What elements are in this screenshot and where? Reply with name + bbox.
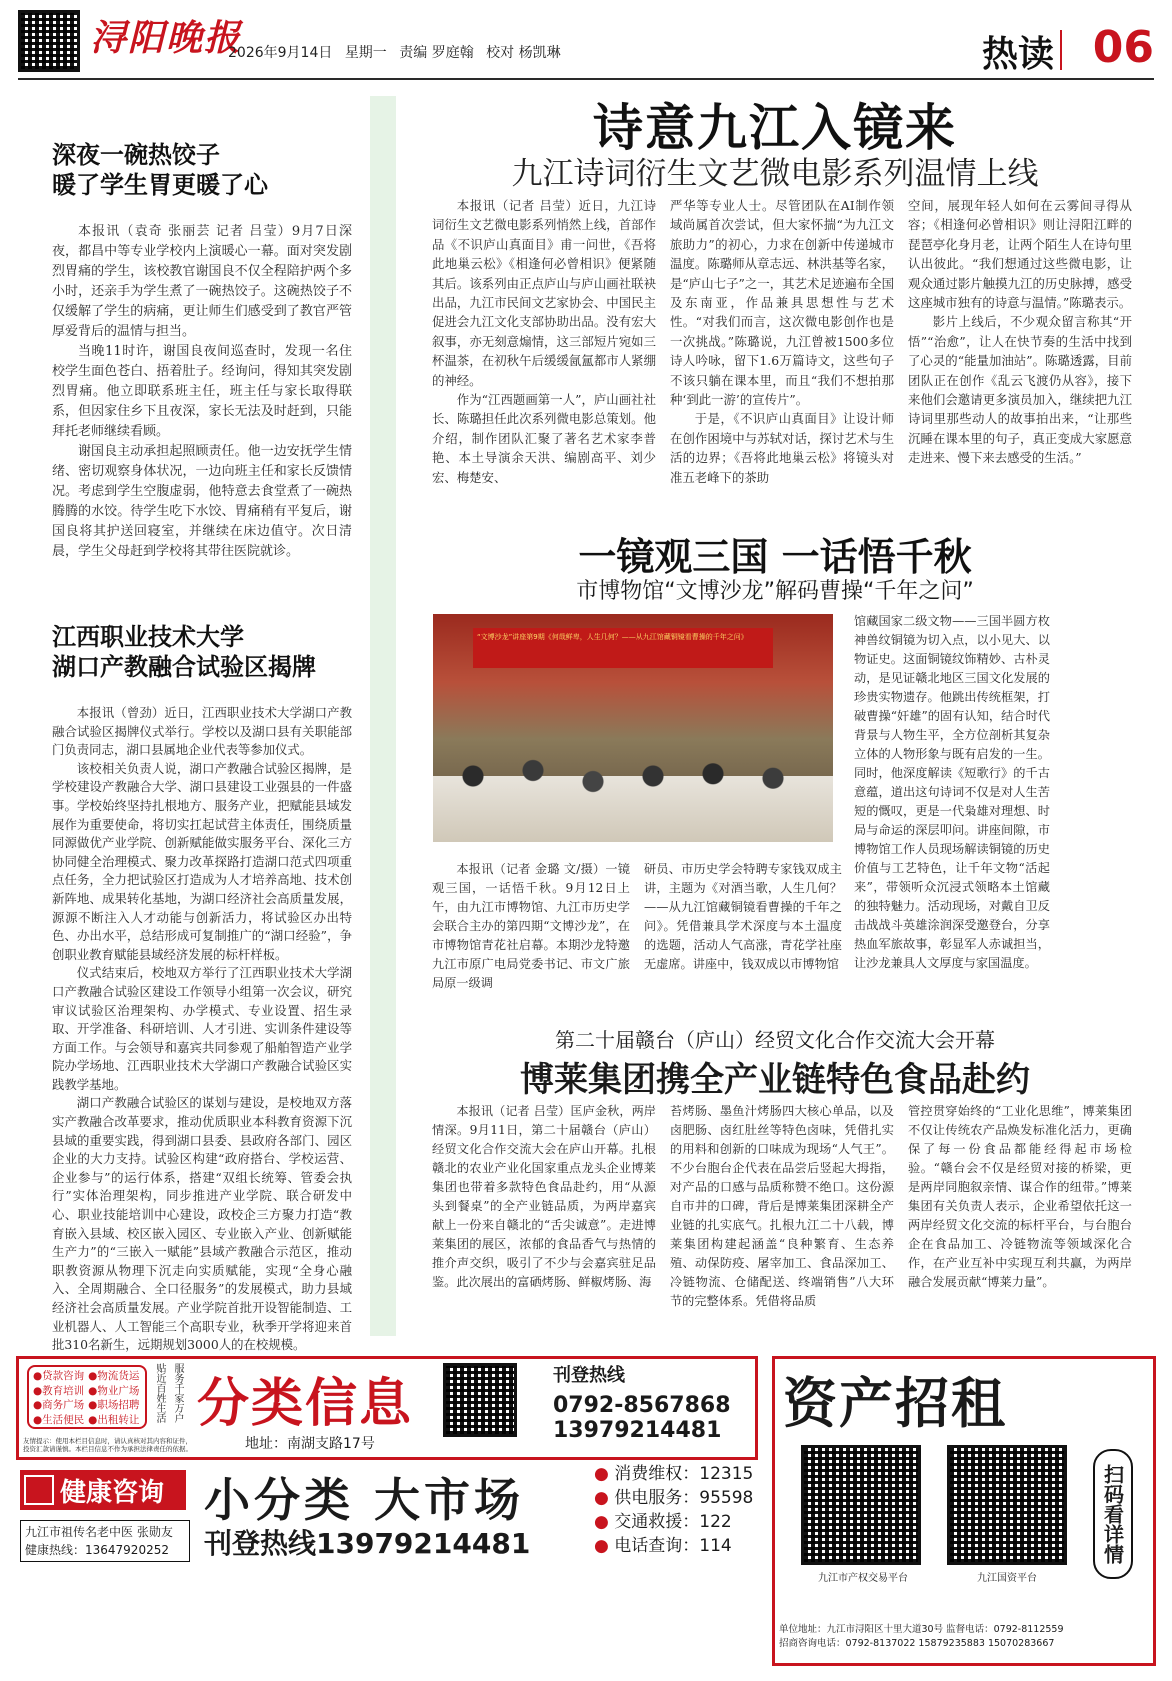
scan-hint: 扫码看详情 [1093,1449,1133,1579]
hotline-label: 刊登热线 [553,1365,625,1386]
service-numbers [594,1462,753,1558]
section-divider [1060,30,1062,70]
paragraph: 苔烤肠、墨鱼汁烤肠四大核心单品，以及卤肥肠、卤红肚丝等特色卤味，凭借扎实的用料和创新的口味成为现场“人气王”。不少台胞台企代表在品尝后竖起大拇指，对产品的口感与品质称赞不绝口。这份源自市井的口碑，背后是博莱集团深耕全产业链的扎实底气。扎根九江二十八载，博莱集团构建起涵盖“良种繁育、生态养殖、动保防疫、屠宰加工、食品深加工、冷链物流、仓储配送、终端销售”八大环节的完整体系。凭借将品质 [670,1104,894,1308]
left-column [52,140,352,1355]
header-meta [228,42,569,62]
badge-label: 健康咨询 [60,1477,165,1508]
service-line: ● 电话查询：114 [594,1536,732,1556]
text-column [644,860,842,1000]
issue-weekday: 星期一 [344,45,387,61]
photo-banner: “文博沙龙”讲座第9期《何哉鲜卑，人生几何？——从九江馆藏铜镜看曹操的千年之问》 [473,628,773,668]
article-subtitle: 九江诗词衍生文艺微电影系列温情上线 [511,156,1039,192]
category-tag: ●贷款咨询 [33,1370,85,1382]
newspaper-logo: 浔阳晚报 [90,17,243,59]
page-number: 06 [1092,22,1154,73]
category-tag: ●商务广场 [33,1399,85,1411]
hotline-phone: 0792-8567868 [553,1393,731,1418]
text-column [908,1102,1132,1338]
health-icon [24,1475,54,1505]
service-item: 交通救援：122 [614,1512,732,1532]
paragraph: 本报讯（记者 金璐 文/摄）一镜观三国，一话悟千秋。9月12日上午，由九江市博物馆、九江市历史学会联合主办的第四期“文博沙龙”，在市博物馆青花社启幕。本期沙龙特邀九江市原广电局党委书记、市文广旅局原一级调 [432,862,630,990]
qr-label: 九江国资平台 [977,1573,1037,1584]
article-title: 诗意九江入镜来 [593,98,957,157]
paragraph: 研员、市历史学会特聘专家钱双成主讲，主题为《对酒当歌，人生几何？——从九江馆藏铜镜看曹操的千年之问》。凭借兼具学术深度与本土温度的选题，活动人气高涨，青花学社座无虚席。讲座中，钱双成以市博物馆 [644,862,842,971]
article-body [52,704,352,1355]
category-tag: ●生活便民 [33,1413,85,1426]
asset-qr-code[interactable] [947,1445,1067,1565]
ad-slogan: 贴近百姓生活 [154,1363,165,1423]
article-title: 博莱集团携全产业链特色食品赴约 [520,1060,1030,1100]
paragraph: 影片上线后，不少观众留言称其“开悟”“治愈”，让人在快节奏的生活中找到了心灵的“能量加油站”。陈璐透露，目前团队正在创作《乱云飞渡仍从容》，接下来他们会邀请更多演员加入，继续把九江诗词里那些动人的故事拍出来，“让那些沉睡在课本里的句子，真正变成大家愿意走进来、慢下来去感受的生活。” [908,314,1132,466]
article-title: 暖了学生胃更暖了心 [52,170,268,199]
category-tag: ●职场招聘 [88,1399,140,1411]
article-title: 江西职业技术大学 [52,622,244,651]
paragraph: 管控贯穿始终的“工业化思维”，博莱集团不仅让传统农产品焕发标准化活力，更确保了每一份食品都能经得起市场检验。“赣台会不仅是经贸对接的桥梁，更是两岸同胞叙亲情、谋合作的纽带。”博莱集团有关负责人表示，企业希望依托这一两岸经贸文化交流的标杆平台，与台胞台企在食品加工、冷链物流等领域深化合作，在产业互补中实现互利共赢，为两岸融合发展贡献“博莱力量”。 [908,1104,1132,1289]
article-kicker: 第二十届赣台（庐山）经贸文化合作交流大会开幕 [555,1028,995,1052]
masthead [18,10,1154,80]
paragraph: 湖口产教融合试验区的谋划与建设，是校地双方落实产教融合改革要求，推动优质职业本科教育资源下沉县域的重要实践，得到湖口县委、县政府各部门、园区企业的大力支持。试验区构建“政府搭台、学校运营、企业参与”的运行体系，搭建“双组长统筹、管委会执行”实体治理架构，同步推进产业学院、联合研发中心、职业技能培训中心建设，政校企三方聚力打造“教育嵌入县域、校区嵌入园区、专业嵌入产业、创新赋能生产力”的“三嵌入一赋能”县域产教融合示范区，推动职教资源从物理下沉走向实质赋能，实现“全身心融入、全周期融合、全口径服务”的发展模式，助力县域经济社会高质量发展。产业学院首批开设智能制造、工业机器人、人工智能三个高职专业，秋季开学将迎来首批310名新生，远期规划3000人的在校规模。 [52,1095,352,1353]
text-column [432,196,656,496]
ad-slogan: 服务千家万户 [172,1363,183,1423]
ad-hotline [553,1361,753,1443]
article-body [432,860,842,1000]
paragraph: 当晚11时许，谢国良夜间巡查时，发现一名住校学生面色苍白、捂着肚子。经询问，得知其突发剧烈胃痛。他立即联系班主任，班主任与家长取得联系，但因家住乡下且夜深，家长无法及时赶到，只能拜托老师继续看顾。 [52,344,352,439]
ad-phones: 招商咨询电话：0792-8137022 15879235883 15070283667 [779,1638,1055,1649]
ad-title: 分类信息 [197,1374,414,1434]
article-title: 深夜一碗热饺子 [52,140,220,169]
editor-credit: 责编 罗庭翰 [399,45,474,61]
classified-qr-code[interactable] [443,1363,517,1437]
ad-address: 单位地址：九江市浔阳区十里大道30号 监督电话：0792-8112559 [779,1624,1064,1635]
paragraph: 该校相关负责人说，湖口产教融合试验区揭牌，是学校建设产教融合大学、湖口县建设工业强县的一件盛事。学校始终坚持扎根地方、服务产业，把赋能县域发展作为重要使命，将切实扛起试营主体责任，围绕质量同源做优产业学院、创新赋能做实服务平台、深化三方协同健全治理模式、聚力改革探路打造湖口范式四项重点任务，全力把试验区打造成为人才培养高地、技术创新阵地、成果转化基地，为湖口经济社会高质量发展，源源不断注入人才动能与创新活力，将试验区办出特色、办出水平，总结形成可复制推广的“湖口经验”，争创职业教育赋能县域经济发展的标杆样板。 [52,760,352,962]
text-column [670,196,894,496]
classified-ad [16,1356,758,1460]
ad-address: 地址：南湖支路17号 [245,1436,375,1452]
paragraph: 于是，《不识庐山真面目》让设计师在创作困境中与苏轼对话，探讨艺术与生活的边界；《吾将此地巢云松》将镜头对准五老峰下的茶助 [670,411,894,485]
service-line: ● 消费维权：12315 [594,1464,754,1484]
qr-label: 九江市产权交易平台 [818,1573,908,1584]
paragraph: 严华等专业人士。尽管团队在AI制作领域尚属首次尝试，但大家怀揣“为九江文旅助力”的初心，力求在创新中传递城市温度。陈璐师从章志远、林洪基等名家，是“庐山七子”之一，其艺术足迹遍布全国及东南亚，作品兼具思想性与艺术性。“对我们而言，这次微电影创作也是一次挑战。”陈璐说，九江曾被1500多位诗人吟咏，留下1.6万篇诗文，这些句子不该只躺在课本里，而且“我们不想拍那种‘到此一游’的宣传片”。 [670,198,894,408]
article-dumplings [52,140,352,562]
paragraph: 馆藏国家二级文物——三国半圆方枚神兽纹铜镜为切入点，以小见大、以物证史。这面铜镜纹饰精妙、古朴灵动，是见证赣北地区三国文化发展的珍贵实物遗存。他跳出传统框架，打破曹操“奸雄”的固有认知，结合时代背景与人物生平，全方位剖析其复杂立体的人物形象与既有启发的一生。同时，他深度解读《短歌行》的千古意蕴，道出这句诗词不仅是对人生苦短的慨叹，更是一代枭雄对理想、时局与命运的深层叩问。讲座间隙，市博物馆工作人员现场解读铜镜的历史价值与工艺特色，让千年文物“活起来”，带领听众沉浸式领略本土馆藏的独特魅力。活动现场，对戴自卫反击战战斗英雄涂润深受邀登台，分享热血军旅故事，彰显军人赤诚担当，让沙龙兼具人文厚度与家国温度。 [854,614,1050,970]
paragraph: 作为“江西题画第一人”，庐山画社社长、陈璐担任此次系列微电影总策划。他介绍，制作团队汇聚了著名艺术家李普艳、本土导演余天洪、编剧高平、刘少宏、梅楚安、 [432,392,656,485]
category-tag: ●教育培训 [33,1384,85,1397]
ad-disclaimer: 友情提示：使用本栏目信息时，请认真核对其内容和证件，投资汇款请谨慎。本栏目信息不作为承担法律责任的依据。 [23,1437,192,1453]
column-divider [370,96,396,1336]
article-subtitle: 市博物馆“文博沙龙”解码曹操“千年之问” [576,579,974,604]
health-badge [20,1470,186,1510]
article-body [432,196,1132,496]
section-name: 热读 [981,33,1054,75]
article-body [432,1102,1132,1338]
category-tag: ●出租转让 [88,1413,140,1426]
service-item: 电话查询：114 [614,1536,732,1556]
text-column [432,860,630,1000]
article-title: 一镜观三国 一话悟千秋 [578,534,972,579]
text-column [908,196,1132,496]
slogan: 小分类 大市场 [204,1473,525,1527]
ad-category-tags [27,1365,147,1429]
article-title: 湖口产教融合试验区揭牌 [52,652,316,681]
paragraph: 本报讯（记者 吕莹）匡庐金秋，两岸情深。9月11日，第二十届赣台（庐山）经贸文化合作交流大会在庐山开幕。扎根赣北的农业产业化国家重点龙头企业博莱集团也带着多款特色食品赴约，用“从源头到餐桌”的全产业链品质，为两岸嘉宾献上一份来自赣北的“舌尖诚意”。走进博莱集团的展区，浓郁的食品香气与热情的推介声交织，吸引了不少与会嘉宾驻足品鉴。此次展出的富硒烤肠、鲜椒烤肠、海 [432,1104,656,1289]
article-side-column [854,612,1050,992]
header-qr-code[interactable] [18,10,80,72]
service-item: 供电服务：95598 [614,1488,754,1508]
paragraph: 谢国良主动承担起照顾责任。他一边安抚学生情绪、密切观察身体状况，一边向班主任和家长反馈情况。考虑到学生空腹虚弱，他特意去食堂煮了一碗热腾腾的水饺。待学生吃下水饺、胃痛稍有平复后，谢国良将其护送回寝室，并继续在床边值守。次日清晨，学生父母赶到学校将其带往医院就诊。 [52,444,352,559]
service-item: 消费维权：12315 [614,1464,754,1484]
ad-contact [779,1623,1153,1651]
text-column [670,1102,894,1338]
proof-credit: 校对 杨凯琳 [486,45,561,61]
slogan-hotline: 刊登热线13979214481 [204,1527,531,1560]
paragraph: 本报讯（曾劲）近日，江西职业技术大学湖口产教融合试验区揭牌仪式举行。学校以及湖口县有关职能部门负责同志，湖口县属地企业代表等参加仪式。 [52,705,352,758]
lecture-photo [433,614,833,842]
paragraph: 本报讯（袁奇 张丽芸 记者 吕莹）9月7日深夜，都昌中等专业学校内上演暖心一幕。面对突发剧烈胃痛的学生，该校教官谢国良不仅全程陪护两个多小时，还亲手为学生煮了一碗热饺子。这碗热饺子不仅缓解了学生的病痛，更让师生们感受到了教官严管厚爱背后的温情与担当。 [52,224,352,339]
ad-title: 资产招租 [783,1372,1007,1435]
paragraph: 空间，展现年轻人如何在云雾间寻得从容；《相逢何必曾相识》则让浔阳江畔的琵琶亭化身月老，让两个陌生人在诗句里认出彼此。“我们想通过这些微电影，让观众通过影片触摸九江的历史脉搏，感受这座城市独有的诗意与温情。”陈璐表示。 [908,198,1132,311]
paragraph: 本报讯（记者 吕莹）近日，九江诗词衍生文艺微电影系列悄然上线，首部作品《不识庐山真面目》甫一问世，《吾将此地巢云松》《相逢何必曾相识》便紧随其后。该系列由正点庐山与庐山画社联袂出品，九江市民间文艺家协会、中国民主促进会九江文化支部协助出品。没有宏大叙事，亦无刻意煽情，这三部短片宛如三杯温茶，在初秋午后缓缓氤氲都市人紧绷的神经。 [432,198,656,388]
paragraph: 仪式结束后，校地双方举行了江西职业技术大学湖口产教融合试验区建设工作领导小组第一次会议，研究审议试验区治理架构、办学模式、专业设置、招生录取、开学准备、科研培训、人才引进、实训条件建设等方面工作。与会领导和嘉宾共同参观了船舶智造产业学院办学场地、江西职业技术大学湖口产教融合试验区实践教学基地。 [52,965,352,1092]
article-body [52,222,352,562]
health-ad [16,1462,758,1666]
asset-qr-code[interactable] [801,1445,921,1565]
service-line: ● 供电服务：95598 [594,1488,754,1508]
category-tag: ●物流货运 [88,1370,140,1382]
doctor-phone: 健康热线：13647920252 [25,1543,169,1557]
issue-date: 2026年9月14日 [228,45,333,61]
audience-graphic [433,732,833,842]
service-line: ● 交通救援：122 [594,1512,732,1532]
doctor-info [20,1520,190,1562]
text-column [432,1102,656,1338]
category-tag: ●物业广场 [88,1384,140,1397]
asset-lease-ad [772,1356,1156,1666]
doctor-name: 九江市祖传名老中医 张勋友 [25,1525,173,1539]
article-college [52,622,352,1355]
hotline-phone: 13979214481 [553,1418,722,1443]
